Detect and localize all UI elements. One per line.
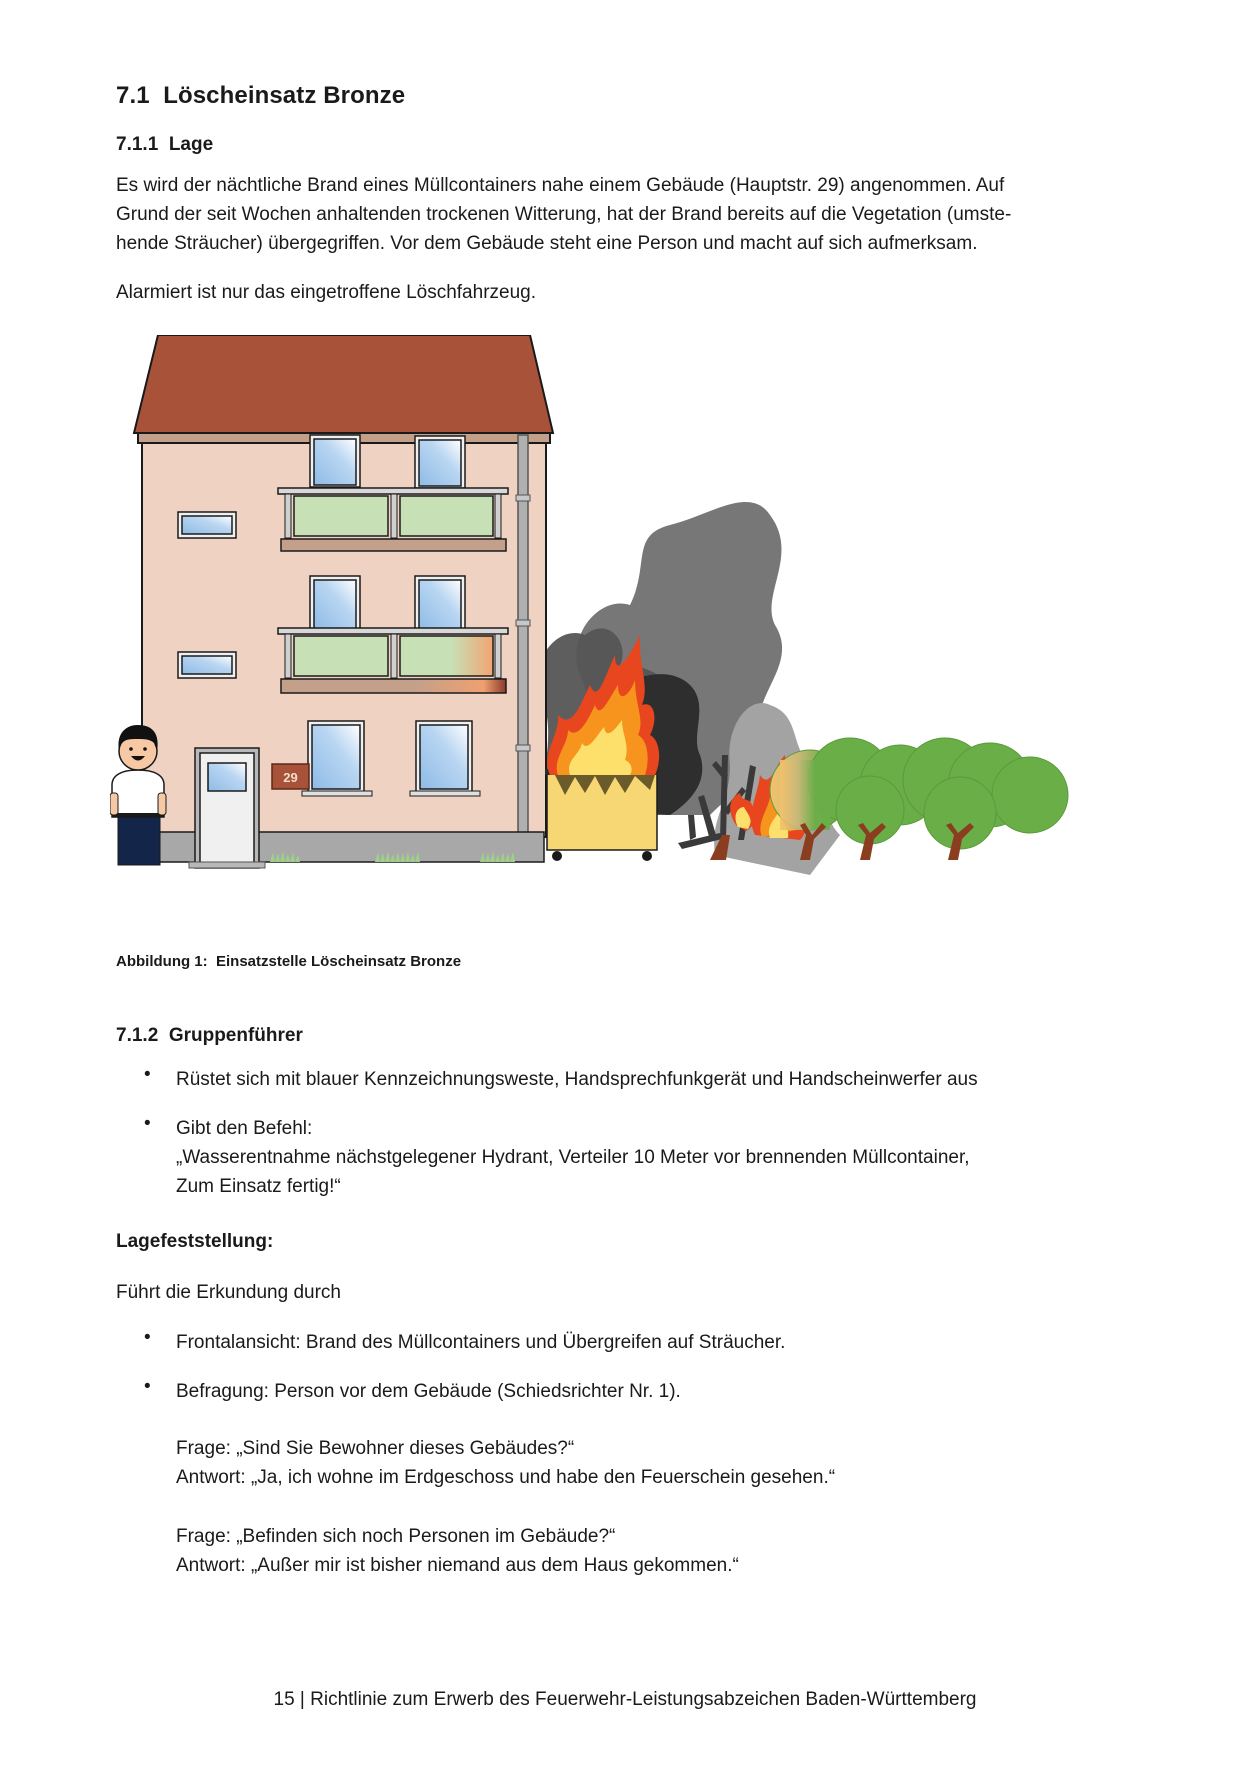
dialog-block bbox=[176, 1434, 835, 1492]
question-text: Frage: „Sind Sie Bewohner dieses Gebäudes?“ bbox=[176, 1438, 575, 1459]
bullet-icon: • bbox=[144, 1064, 151, 1085]
page-footer: 15 | Richtlinie zum Erwerb des Feuerwehr-Leistungsabzeichen Baden-Württemberg bbox=[273, 1689, 977, 1710]
small-window bbox=[178, 512, 236, 538]
house-number: 29 bbox=[283, 770, 298, 785]
window bbox=[415, 576, 465, 631]
lage-paragraph bbox=[116, 171, 1126, 258]
incident-illustration bbox=[110, 335, 1140, 945]
lagefeststellung-heading: Lagefeststellung: bbox=[116, 1231, 274, 1252]
section-title: 7.1 Löscheinsatz Bronze bbox=[116, 82, 406, 109]
window bbox=[410, 721, 480, 796]
house-number-plate bbox=[272, 764, 309, 789]
window bbox=[310, 576, 360, 631]
window bbox=[302, 721, 372, 796]
lagefeststellung-intro: Führt die Erkundung durch bbox=[116, 1282, 341, 1303]
command-quote-line: Zum Einsatz fertig!“ bbox=[176, 1176, 341, 1197]
list-item: Frontalansicht: Brand des Müllcontainers und Übergreifen auf Sträucher. bbox=[176, 1332, 786, 1353]
paragraph-line: Es wird der nächtliche Brand eines Müllcontainers nahe einem Gebäude (Hauptstr. 29) angenommen. Auf bbox=[116, 175, 1005, 196]
list-item bbox=[176, 1114, 970, 1201]
waste-container bbox=[545, 769, 659, 861]
lage-heading: 7.1.1 Lage bbox=[116, 134, 214, 155]
answer-text: Antwort: „Ja, ich wohne im Erdgeschoss und habe den Feuerschein gesehen.“ bbox=[176, 1467, 836, 1488]
figure-caption: Abbildung 1: Einsatzstelle Löscheinsatz Bronze bbox=[116, 953, 462, 970]
answer-text: Antwort: „Außer mir ist bisher niemand aus dem Haus gekommen.“ bbox=[176, 1555, 739, 1576]
window bbox=[415, 436, 465, 488]
list-item-text: Gibt den Befehl: bbox=[176, 1118, 313, 1139]
window bbox=[310, 435, 360, 487]
bullet-icon: • bbox=[144, 1113, 151, 1134]
roof bbox=[134, 335, 553, 433]
question-text: Frage: „Befinden sich noch Personen im Gebäude?“ bbox=[176, 1526, 616, 1547]
front-door bbox=[189, 748, 265, 868]
bullet-icon: • bbox=[144, 1376, 151, 1397]
gruppenfuehrer-heading: 7.1.2 Gruppenführer bbox=[116, 1025, 303, 1046]
list-item-text: Rüstet sich mit blauer Kennzeichnungsweste, Handsprechfunkgerät und Handscheinwerfer aus bbox=[176, 1069, 978, 1090]
command-quote-line: „Wasserentnahme nächstgelegener Hydrant, Verteiler 10 Meter vor brennenden Müllcontainer, bbox=[176, 1147, 970, 1168]
balcony bbox=[278, 488, 508, 551]
paragraph-line: hende Sträucher) übergegriffen. Vor dem Gebäude steht eine Person und macht auf sich aufmerksam. bbox=[116, 233, 978, 254]
alarm-text: Alarmiert ist nur das eingetroffene Löschfahrzeug. bbox=[116, 282, 536, 303]
dialog-block bbox=[176, 1522, 739, 1580]
small-window bbox=[178, 652, 236, 678]
balcony-scorched bbox=[278, 628, 508, 693]
paragraph-line: Grund der seit Wochen anhaltenden trockenen Witterung, hat der Brand bereits auf die Vegetation (umste- bbox=[116, 204, 1012, 225]
list-item: Befragung: Person vor dem Gebäude (Schiedsrichter Nr. 1). bbox=[176, 1381, 681, 1402]
list-item bbox=[176, 1065, 978, 1094]
bullet-icon: • bbox=[144, 1327, 151, 1348]
